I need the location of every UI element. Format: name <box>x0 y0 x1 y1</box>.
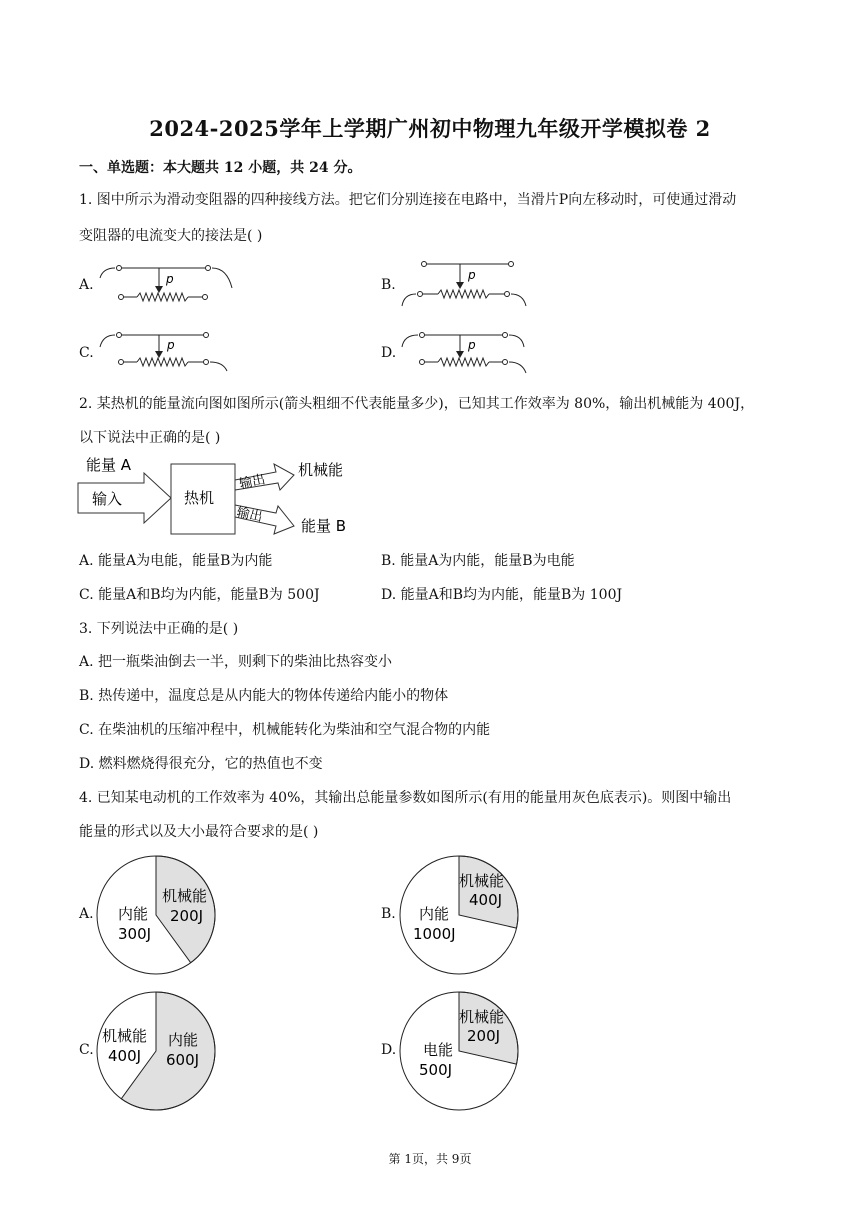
pie-d-white-name: 电能 <box>423 1041 454 1059</box>
pie-c-white-value: 400J <box>108 1047 142 1065</box>
slider-p-label: p <box>166 272 174 286</box>
q3-option-d: D. 燃料燃烧得很充分，它的热值也不变 <box>79 756 323 772</box>
output-arrow-2-label: 输出 <box>235 505 264 526</box>
pie-b-white-name: 内能 <box>419 905 450 923</box>
q4-option-a-label: A. <box>79 906 94 922</box>
engine-label: 热机 <box>184 489 215 507</box>
q4-option-d-label: D. <box>381 1042 397 1058</box>
svg-text:p: p <box>167 338 175 352</box>
pie-b-white-value: 1000J <box>413 925 456 943</box>
output-arrow-1-label: 输出 <box>238 472 267 493</box>
pie-a-white-value: 300J <box>118 925 152 943</box>
q1-option-b-label: B. <box>381 277 396 293</box>
q3-stem: 3. 下列说法中正确的是( ) <box>79 621 239 637</box>
q1-stem-line1: 1. 图中所示为滑动变阻器的四种接线方法。把它们分别连接在电路中，当滑片P向左移动时，可使通过滑动 <box>79 192 737 208</box>
q1-rheostat-d-figure <box>398 325 533 375</box>
q3-option-a: A. 把一瓶柴油倒去一半，则剩下的柴油比热容变小 <box>79 654 393 670</box>
q2-option-a: A. 能量A为电能，能量B为内能 <box>79 553 273 569</box>
q4-option-b-label: B. <box>381 906 396 922</box>
q1-rheostat-b-figure <box>398 256 533 311</box>
q3-option-b: B. 热传递中，温度总是从内能大的物体传递给内能小的物体 <box>79 688 449 704</box>
svg-text:p: p <box>468 338 476 352</box>
q1-option-d-label: D. <box>381 345 397 361</box>
q4-option-c-label: C. <box>79 1042 94 1058</box>
input-arrow-label: 输入 <box>92 490 123 508</box>
q4-pie-c <box>94 989 218 1113</box>
pie-d-gray-value: 200J <box>467 1027 501 1045</box>
pie-d-white-value: 500J <box>419 1061 453 1079</box>
energy-b-label: 能量 B <box>301 517 347 535</box>
page-footer: 第 1页，共 9页 <box>388 1152 472 1166</box>
q2-option-d: D. 能量A和B均为内能，能量B为 100J <box>381 587 623 603</box>
section-heading: 一、单选题：本大题共 12 小题，共 24 分。 <box>79 160 362 176</box>
energy-a-label: 能量 A <box>86 456 132 474</box>
q2-stem-line2: 以下说法中正确的是( ) <box>79 430 221 446</box>
svg-text:p: p <box>468 268 476 282</box>
q1-option-a-label: A. <box>79 277 94 293</box>
q4-stem-line1: 4. 已知某电动机的工作效率为 40%，其输出总能量参数如图所示(有用的能量用灰色底表示)。则图中输出 <box>79 790 732 806</box>
mechanical-energy-label: 机械能 <box>298 461 344 479</box>
pie-a-gray-name: 机械能 <box>162 887 208 905</box>
q4-pie-a <box>94 853 218 977</box>
q4-pie-b <box>397 853 521 977</box>
pie-b-gray-name: 机械能 <box>459 872 505 890</box>
q2-option-b: B. 能量A为内能，能量B为电能 <box>381 553 575 569</box>
heat-engine-energy-flow-diagram <box>76 450 366 542</box>
pie-b-gray-value: 400J <box>469 891 503 909</box>
q1-rheostat-a-figure <box>97 258 237 308</box>
q1-stem-line2: 变阻器的电流变大的接法是( ) <box>79 228 263 244</box>
pie-a-white-name: 内能 <box>118 905 149 923</box>
q4-stem-line2: 能量的形式以及大小最符合要求的是( ) <box>79 824 319 840</box>
page-title: 2024-2025学年上学期广州初中物理九年级开学模拟卷 2 <box>149 116 711 141</box>
pie-a-gray-value: 200J <box>170 907 204 925</box>
pie-c-gray-name: 内能 <box>168 1031 199 1049</box>
q3-option-c: C. 在柴油机的压缩冲程中，机械能转化为柴油和空气混合物的内能 <box>79 722 491 738</box>
q1-option-c-label: C. <box>79 345 94 361</box>
pie-c-white-name: 机械能 <box>102 1027 148 1045</box>
pie-c-gray-value: 600J <box>166 1051 200 1069</box>
q4-pie-d <box>397 989 521 1113</box>
q2-option-c: C. 能量A和B均为内能，能量B为 500J <box>79 587 320 603</box>
q2-stem-line1: 2. 某热机的能量流向图如图所示(箭头粗细不代表能量多少)，已知其工作效率为 80%，输出机械能为 400J， <box>79 396 755 412</box>
pie-d-gray-name: 机械能 <box>459 1008 505 1026</box>
q1-rheostat-c-figure <box>97 325 237 373</box>
